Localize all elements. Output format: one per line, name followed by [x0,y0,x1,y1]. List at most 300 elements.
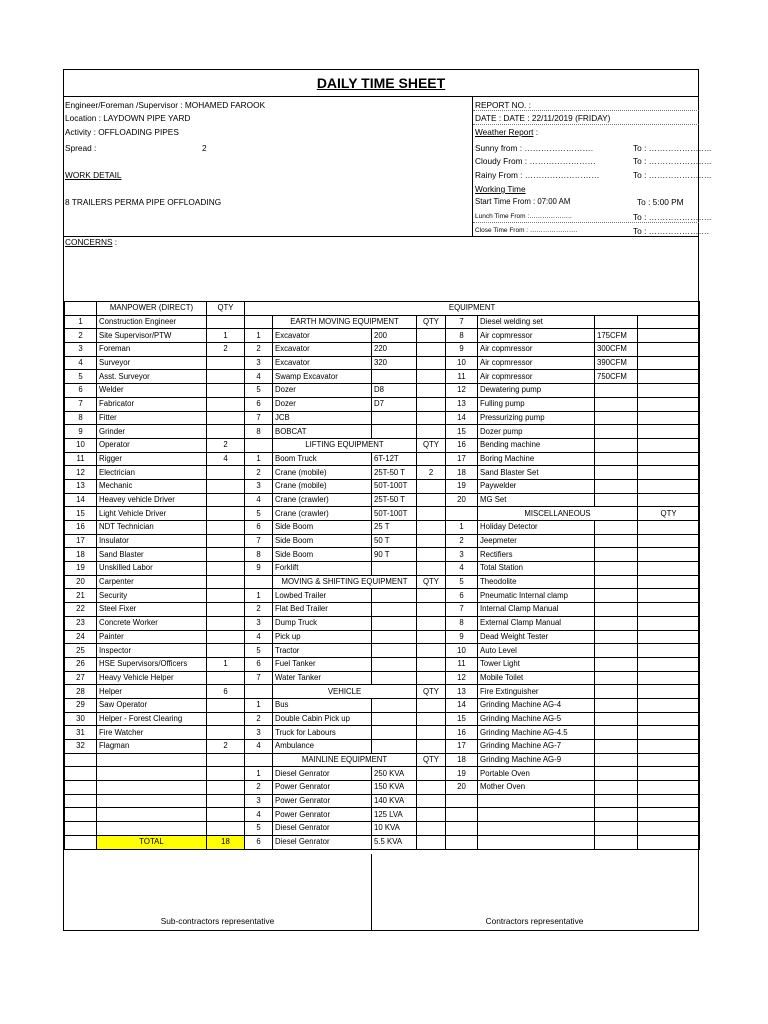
table-cell: Asst. Surveyor [97,370,207,384]
table-cell: Mobile Toilet [478,671,595,685]
table-cell: Helper [97,685,207,699]
table-cell: 1 [207,329,245,343]
table-cell [417,521,446,535]
table-cell [595,411,638,425]
concerns-row [65,236,117,248]
table-cell [207,603,245,617]
table-cell: Jeepmeter [478,534,595,548]
table-cell [417,329,446,343]
table-cell: Helper - Forest Clearing [97,712,207,726]
table-cell: 5 [446,575,478,589]
table-cell [638,822,700,836]
start-time: Start Time From : 07:00 AM [475,197,571,206]
total-value: 18 [207,835,245,849]
table-cell [207,534,245,548]
date-underline [473,124,699,125]
table-cell: 50T-100T [372,507,417,521]
table-cell: QTY [638,507,700,521]
table-cell: 8 [65,411,97,425]
table-cell [446,808,478,822]
table-cell: Air copmressor [478,343,595,357]
table-cell: 16 [446,438,478,452]
signature-area [64,854,698,930]
table-cell: 6 [245,521,273,535]
table-cell [417,644,446,658]
table-cell [638,794,700,808]
table-cell [638,589,700,603]
table-cell [207,808,245,822]
table-row [65,822,700,836]
table-cell [638,425,700,439]
table-row [65,521,700,535]
table-cell: 12 [446,384,478,398]
table-cell: Mechanic [97,479,207,493]
table-cell [595,698,638,712]
table-row [65,411,700,425]
section-header: MOVING & SHIFTING EQUIPMENT [273,575,417,589]
table-cell: Security [97,589,207,603]
table-cell [207,548,245,562]
table-cell: External Clamp Manual [478,616,595,630]
table-cell [417,712,446,726]
table-cell [372,425,417,439]
table-cell [207,644,245,658]
table-cell: 11 [65,452,97,466]
table-cell [417,425,446,439]
table-cell [638,698,700,712]
table-cell [595,425,638,439]
table-cell [372,740,417,754]
table-cell [638,343,700,357]
table-cell: Air copmressor [478,356,595,370]
table-cell [595,466,638,480]
table-cell [638,562,700,576]
table-cell [595,794,638,808]
table-cell: 220 [372,343,417,357]
table-cell [595,835,638,849]
table-cell [65,808,97,822]
table-cell: 3 [245,356,273,370]
table-cell: Concrete Worker [97,616,207,630]
table-row [65,740,700,754]
table-row [65,644,700,658]
table-cell: 125 LVA [372,808,417,822]
table-cell [372,370,417,384]
table-cell: Crane (mobile) [273,479,372,493]
table-cell: 200 [372,329,417,343]
table-cell: Dewatering pump [478,384,595,398]
table-row [65,835,700,849]
table-cell [417,671,446,685]
table-cell [97,767,207,781]
table-cell [417,726,446,740]
table-cell: 4 [245,493,273,507]
table-cell: 6 [65,384,97,398]
table-row [65,534,700,548]
table-cell: 6 [446,589,478,603]
table-cell [372,411,417,425]
table-cell: 11 [446,370,478,384]
table-cell: 750CFM [595,370,638,384]
table-cell [207,397,245,411]
table-cell: Side Boom [273,548,372,562]
table-cell: Fuel Tanker [273,657,372,671]
table-cell [417,384,446,398]
table-cell: Forklift [273,562,372,576]
table-cell: 7 [446,603,478,617]
table-cell [595,781,638,795]
table-cell [245,315,273,329]
table-cell: 29 [65,698,97,712]
table-cell [207,630,245,644]
table-cell [417,452,446,466]
table-cell [638,726,700,740]
table-cell [65,753,97,767]
table-cell: 7 [245,411,273,425]
table-cell: 8 [245,548,273,562]
table-cell: Auto Level [478,644,595,658]
table-cell [417,589,446,603]
table-cell: Electrician [97,466,207,480]
table-cell: Diesel welding set [478,315,595,329]
table-cell [65,302,97,316]
table-cell [207,671,245,685]
table-cell: 10 [446,356,478,370]
table-row [65,575,700,589]
table-cell: 1 [446,521,478,535]
lunch-time: Lunch Time From :……………….. [475,213,572,220]
table-cell [595,521,638,535]
table-row [65,466,700,480]
table-cell: Ambulance [273,740,372,754]
table-cell [417,356,446,370]
table-cell [417,548,446,562]
table-row [65,315,700,329]
table-cell [595,616,638,630]
table-row [65,548,700,562]
table-cell [207,315,245,329]
table-cell: Truck for Labours [273,726,372,740]
table-cell: 2 [417,466,446,480]
table-cell [245,685,273,699]
table-cell [446,794,478,808]
table-cell: 3 [65,343,97,357]
table-cell: 25T-50 T [372,466,417,480]
table-cell: 5 [245,384,273,398]
table-row [65,781,700,795]
table-cell: 20 [65,575,97,589]
table-cell: Excavator [273,343,372,357]
report-no: REPORT NO. : [475,100,531,110]
table-cell: 7 [65,397,97,411]
table-cell: 8 [245,425,273,439]
table-cell [207,753,245,767]
table-cell: 17 [446,452,478,466]
table-cell [207,781,245,795]
table-cell: Saw Operator [97,698,207,712]
table-cell [638,356,700,370]
table-cell: Dead Weight Tester [478,630,595,644]
table-cell: 140 KVA [372,794,417,808]
table-cell [417,767,446,781]
table-row [65,397,700,411]
table-cell [417,698,446,712]
table-row [65,589,700,603]
table-cell: Carpenter [97,575,207,589]
table-cell [207,370,245,384]
table-cell [245,753,273,767]
table-cell [638,767,700,781]
activity-field: Activity : OFFLOADING PIPES [65,127,179,137]
table-cell: 5 [245,644,273,658]
table-cell [207,589,245,603]
table-cell: 9 [65,425,97,439]
table-cell: Side Boom [273,534,372,548]
table-cell [595,548,638,562]
table-row [65,479,700,493]
header-bottom-rule [64,236,699,237]
table-cell: 5 [65,370,97,384]
table-cell [446,835,478,849]
table-cell [417,616,446,630]
table-cell: 6 [207,685,245,699]
concerns-label: CONCERNS [65,237,113,247]
table-cell: Grinding Machine AG-7 [478,740,595,754]
table-cell: 4 [245,808,273,822]
section-header: MAINLINE EQUIPMENT [273,753,417,767]
table-cell [595,808,638,822]
table-cell: 13 [446,397,478,411]
equipment-header: EQUIPMENT [245,302,700,316]
table-cell: Paywelder [478,479,595,493]
table-cell [372,603,417,617]
table-cell: Fire Watcher [97,726,207,740]
table-cell: Construction Engineer [97,315,207,329]
table-cell [638,630,700,644]
table-cell: Rectifiers [478,548,595,562]
table-cell [595,712,638,726]
table-cell: 30 [65,712,97,726]
table-row [65,302,700,316]
table-cell [638,657,700,671]
table-row [65,698,700,712]
table-cell [595,315,638,329]
table-cell [638,466,700,480]
table-cell: Heavy Vehicle Helper [97,671,207,685]
subcontractor-signature: Sub-contractors representative [160,916,275,926]
table-cell [417,493,446,507]
table-cell: Portable Oven [478,767,595,781]
table-cell: 7 [245,671,273,685]
table-cell: 23 [65,616,97,630]
table-cell: Painter [97,630,207,644]
table-cell [595,479,638,493]
table-cell: Tower Light [478,657,595,671]
table-cell: Mother Oven [478,781,595,795]
table-row [65,343,700,357]
table-row [65,370,700,384]
table-cell [638,438,700,452]
table-cell: Foreman [97,343,207,357]
section-header: MISCELLANEOUS [478,507,638,521]
table-cell: 2 [207,438,245,452]
table-cell: Diesel Genrator [273,822,372,836]
table-cell: 1 [245,452,273,466]
table-cell: 2 [245,466,273,480]
table-cell [65,822,97,836]
table-cell: Fulling pump [478,397,595,411]
table-cell: Air copmressor [478,329,595,343]
table-cell: JCB [273,411,372,425]
table-cell: 150 KVA [372,781,417,795]
table-cell: 50 T [372,534,417,548]
table-cell [372,562,417,576]
table-cell [207,425,245,439]
table-cell: Water Tanker [273,671,372,685]
table-cell: Grinding Machine AG-5 [478,712,595,726]
table-cell: Side Boom [273,521,372,535]
table-cell [372,726,417,740]
table-cell: Excavator [273,356,372,370]
section-header: LIFTING EQUIPMENT [273,438,417,452]
table-cell [638,548,700,562]
table-cell: 17 [446,740,478,754]
engineer-field: Engineer/Foreman /Supervisor : MOHAMED FAROOK [65,100,266,110]
table-cell: Dozer [273,397,372,411]
table-cell [207,822,245,836]
table-cell: 90 T [372,548,417,562]
table-cell [207,794,245,808]
table-cell: Surveyor [97,356,207,370]
table-cell: Power Genrator [273,794,372,808]
table-cell [595,685,638,699]
table-cell [478,835,595,849]
table-cell [638,616,700,630]
table-cell: 32 [65,740,97,754]
table-cell [417,808,446,822]
contractor-signature: Contractors representative [485,916,584,926]
table-cell: 4 [245,740,273,754]
table-cell: 4 [207,452,245,466]
table-cell [97,794,207,808]
table-cell [372,616,417,630]
table-cell [207,384,245,398]
table-cell [417,630,446,644]
table-cell: Pneumatic Internal clamp [478,589,595,603]
table-cell [417,822,446,836]
table-cell: Tractor [273,644,372,658]
table-cell: Power Genrator [273,808,372,822]
table-cell [638,493,700,507]
table-cell [372,671,417,685]
table-cell: 4 [65,356,97,370]
table-row [65,452,700,466]
table-cell: 1 [245,767,273,781]
table-cell [207,616,245,630]
table-cell: QTY [417,438,446,452]
table-cell: 21 [65,589,97,603]
table-cell: Bus [273,698,372,712]
table-cell [417,370,446,384]
table-cell: Crane (mobile) [273,466,372,480]
lunch-to: To : ………………….. [633,212,712,222]
table-cell [595,534,638,548]
table-cell: Pressurizing pump [478,411,595,425]
table-cell: Crane (crawler) [273,493,372,507]
table-cell [595,822,638,836]
table-cell: 8 [446,329,478,343]
table-cell [638,521,700,535]
table-cell: 25 T [372,521,417,535]
table-cell: 5 [245,507,273,521]
table-cell [478,822,595,836]
table-cell: QTY [417,685,446,699]
table-cell [417,507,446,521]
table-cell [638,370,700,384]
table-cell: 4 [446,562,478,576]
table-cell: 31 [65,726,97,740]
table-cell: Grinding Machine AG-4 [478,698,595,712]
table-cell [97,781,207,795]
table-cell: 24 [65,630,97,644]
table-cell: Diesel Genrator [273,835,372,849]
table-row [65,329,700,343]
table-cell: Dump Truck [273,616,372,630]
table-cell [207,466,245,480]
table-cell: 2 [207,343,245,357]
table-cell [638,479,700,493]
table-cell [595,740,638,754]
table-cell: Flat Bed Trailer [273,603,372,617]
table-cell [65,794,97,808]
table-cell: Crane (crawler) [273,507,372,521]
table-cell: 4 [245,630,273,644]
table-cell [372,644,417,658]
table-cell: Grinding Machine AG-4.5 [478,726,595,740]
table-cell: 175CFM [595,329,638,343]
table-cell: Welder [97,384,207,398]
table-cell: D8 [372,384,417,398]
table-cell [417,343,446,357]
table-cell [638,603,700,617]
table-cell [65,781,97,795]
table-cell [638,315,700,329]
table-cell: Dozer pump [478,425,595,439]
table-cell: Inspector [97,644,207,658]
table-cell [417,657,446,671]
table-cell: 28 [65,685,97,699]
table-cell: 2 [245,343,273,357]
section-header: EARTH MOVING EQUIPMENT [273,315,417,329]
table-cell: 10 [65,438,97,452]
table-cell [207,479,245,493]
table-cell [65,835,97,849]
table-cell: 19 [446,479,478,493]
table-row [65,507,700,521]
table-cell: QTY [417,315,446,329]
table-cell: Internal Clamp Manual [478,603,595,617]
table-row [65,671,700,685]
table-cell: 6 [245,835,273,849]
table-row [65,712,700,726]
weather-label: Weather Report [475,127,534,137]
table-cell: 250 KVA [372,767,417,781]
table-cell: QTY [417,753,446,767]
table-cell: 7 [446,315,478,329]
table-cell: HSE Supervisors/Officers [97,657,207,671]
table-cell: Pick up [273,630,372,644]
table-cell: Insulator [97,534,207,548]
